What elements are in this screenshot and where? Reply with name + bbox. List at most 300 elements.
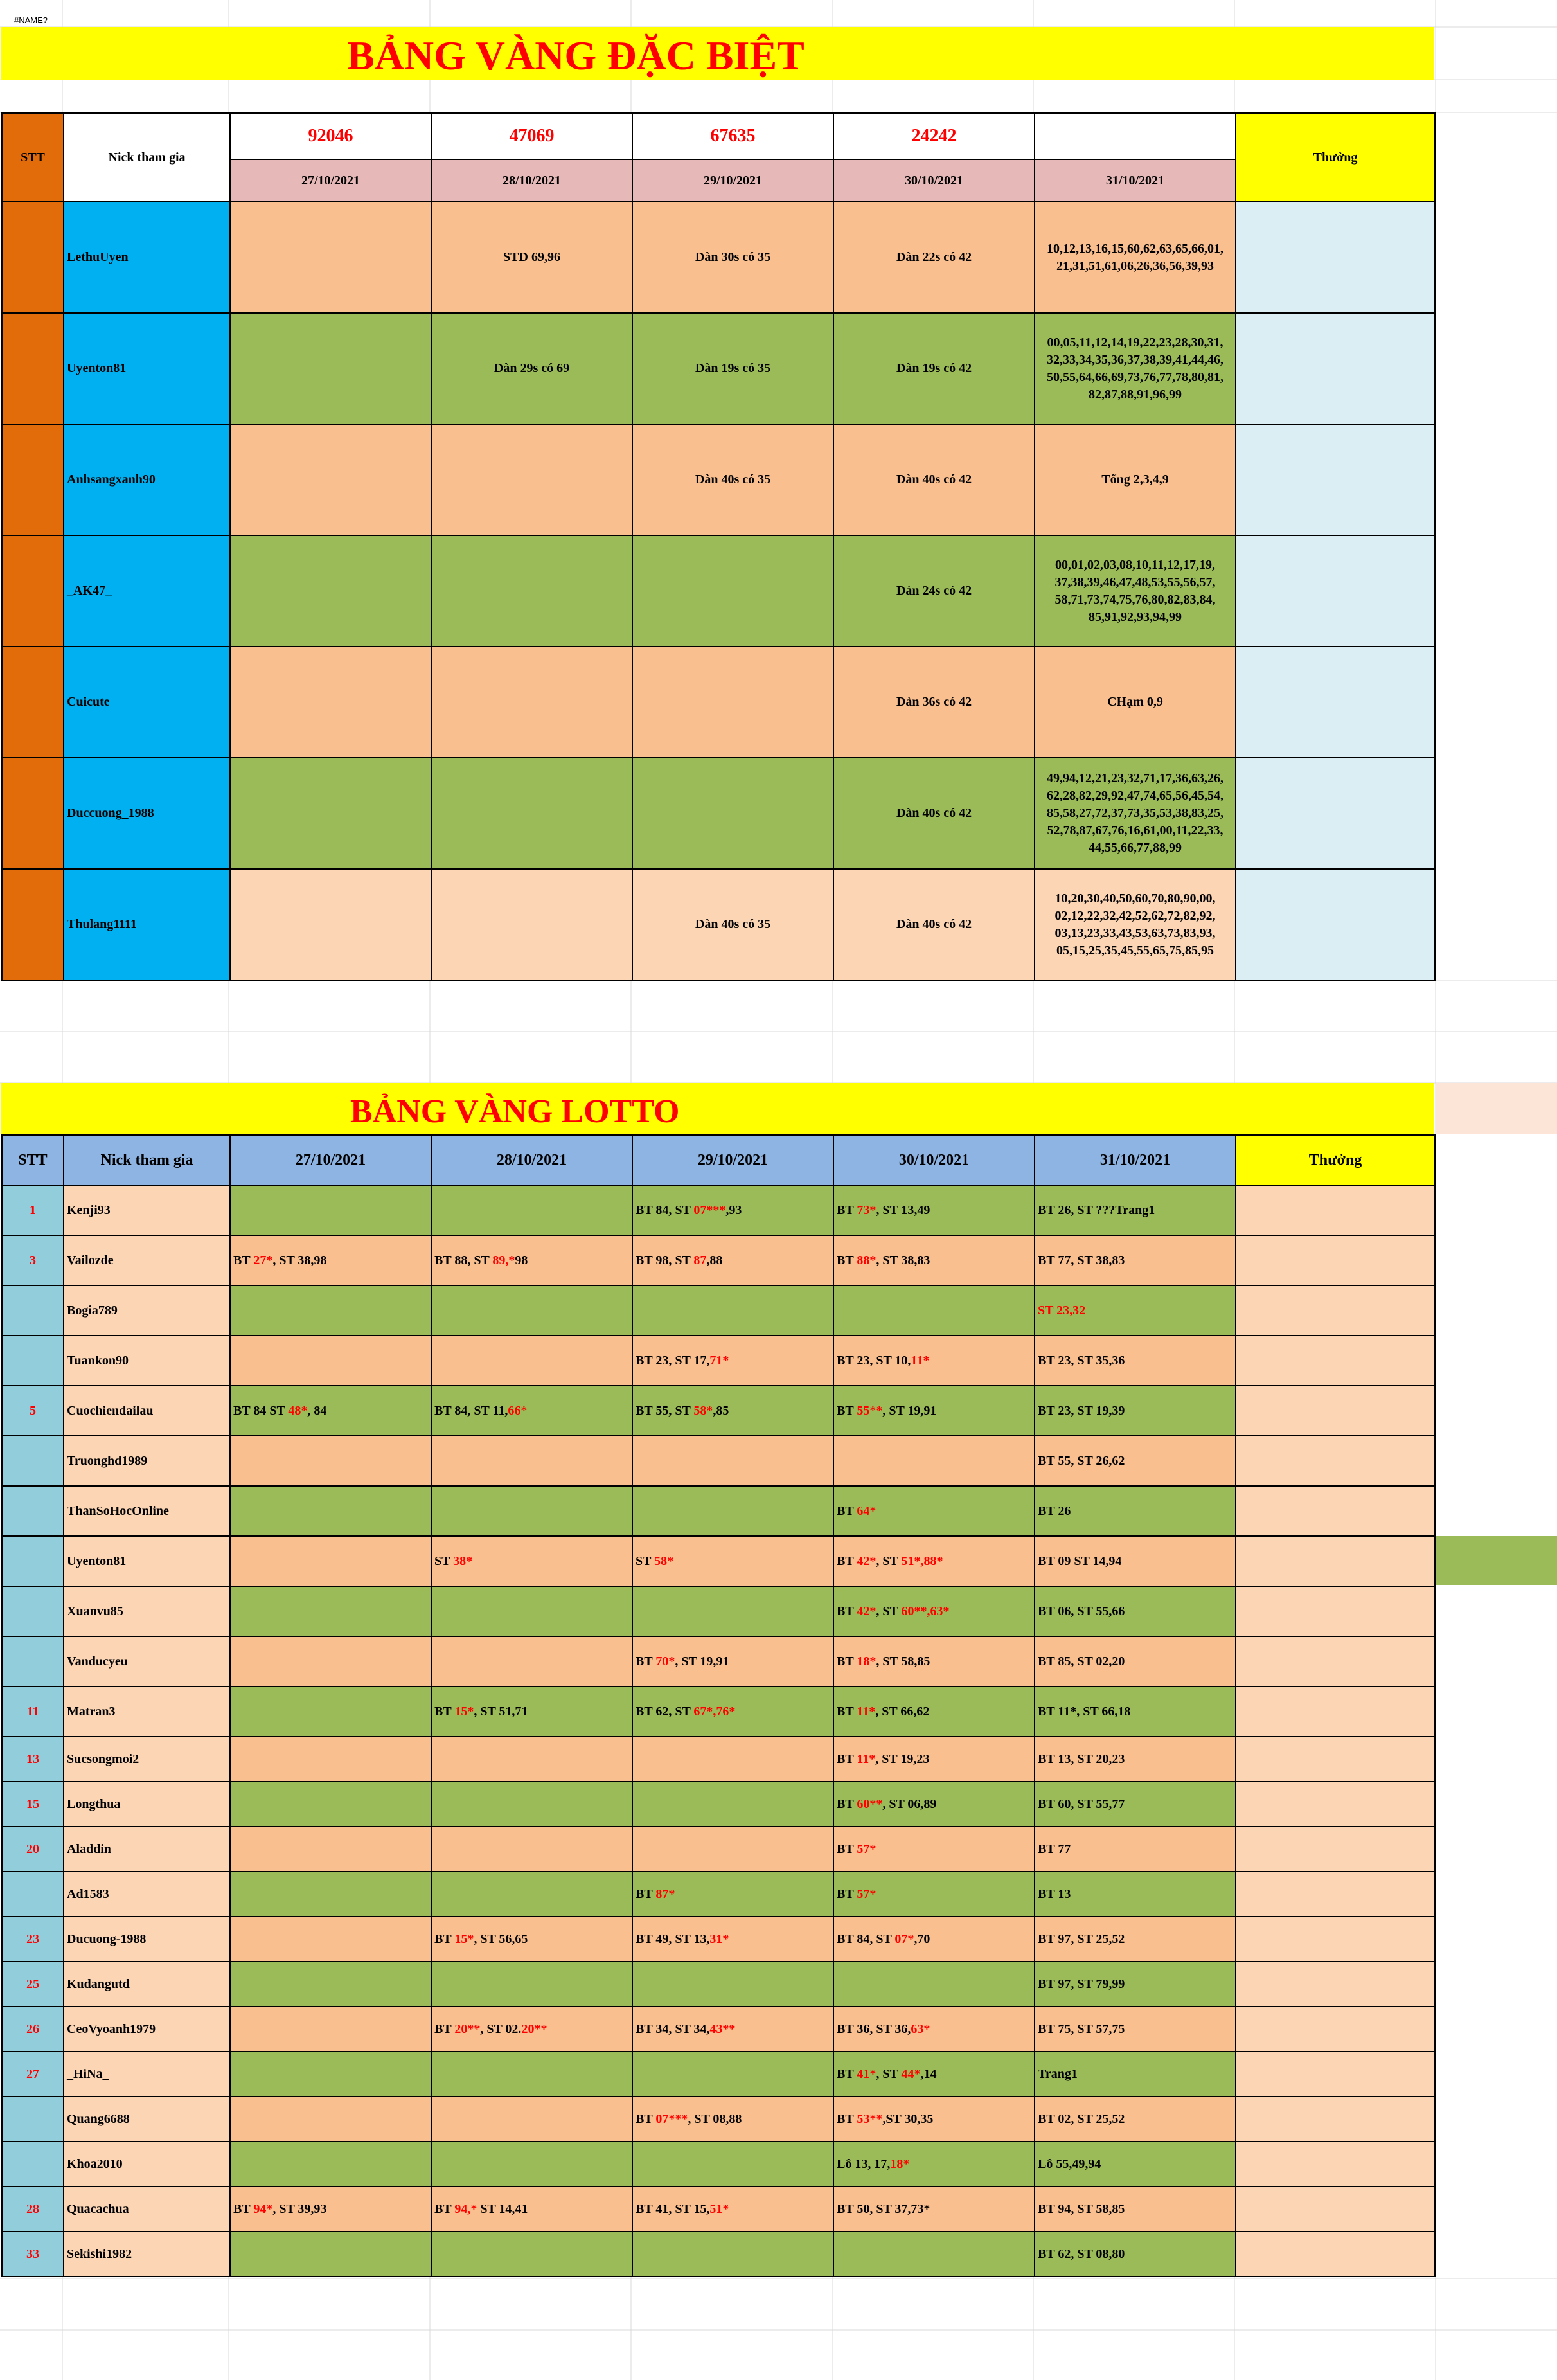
reward-cell[interactable] [1236, 1962, 1435, 2007]
entry-cell[interactable] [833, 1536, 1035, 1586]
special-title: BẢNG VÀNG ĐẶC BIỆT [347, 33, 805, 78]
stt-cell[interactable] [2, 535, 64, 647]
date-header[interactable]: 29/10/2021 [632, 1135, 833, 1185]
entry-cell[interactable] [1035, 1235, 1236, 1285]
entry-cell[interactable] [230, 1782, 431, 1827]
stt-cell[interactable]: 27 [2, 2052, 64, 2097]
nick-cell[interactable]: Quang6688 [64, 2097, 230, 2142]
entry-cell[interactable] [632, 2007, 833, 2052]
stt-cell[interactable]: 25 [2, 1962, 64, 2007]
entry-cell[interactable] [1035, 2007, 1236, 2052]
entry-cell[interactable] [632, 647, 833, 758]
entry-cell[interactable]: Dàn 19s có 35 [632, 313, 833, 424]
reward-cell[interactable] [1236, 424, 1435, 535]
entry-cell[interactable] [431, 1636, 632, 1687]
entry-cell[interactable] [230, 424, 431, 535]
nick-cell[interactable]: Bogia789 [64, 1285, 230, 1336]
stt-cell[interactable]: 15 [2, 1782, 64, 1827]
reward-cell[interactable] [1236, 1586, 1435, 1636]
stt-cell[interactable] [2, 424, 64, 535]
entry-cell[interactable] [632, 1872, 833, 1917]
entry-text: BT [837, 1503, 857, 1518]
lotto-row [2, 1336, 1435, 1386]
entry-cell[interactable] [431, 2187, 632, 2232]
entry-text: ST 14,41 [477, 2201, 528, 2216]
entry-cell[interactable]: Dàn 22s có 42 [833, 202, 1035, 313]
entry-cell[interactable] [230, 1386, 431, 1436]
date-header[interactable]: 27/10/2021 [230, 1135, 431, 1185]
entry-text: BT 84, ST [837, 1931, 895, 1946]
entry-cell[interactable] [1035, 1687, 1236, 1737]
entry-cell[interactable]: 10,12,13,16,15,60,62,63,65,66,01, 21,31,51,61,06,26,36,56,39,93 [1035, 202, 1236, 313]
stt-cell[interactable] [2, 313, 64, 424]
entry-cell[interactable] [230, 2052, 431, 2097]
entry-cell[interactable] [1035, 1917, 1236, 1962]
entry-cell[interactable] [833, 1586, 1035, 1636]
entry-cell[interactable] [833, 2232, 1035, 2277]
entry-cell[interactable]: Dàn 36s có 42 [833, 647, 1035, 758]
entry-text: , ST 19,91 [882, 1403, 937, 1418]
entry-cell[interactable] [1035, 1336, 1236, 1386]
nick-cell[interactable]: Sucsongmoi2 [64, 1737, 230, 1782]
entry-cell[interactable] [431, 1687, 632, 1737]
nick-cell[interactable]: Aladdin [64, 1827, 230, 1872]
highlight-number: 57* [857, 1841, 876, 1856]
nick-cell[interactable]: LethuUyen [64, 202, 230, 313]
entry-cell[interactable] [833, 1486, 1035, 1536]
entry-cell[interactable] [833, 1336, 1035, 1386]
entry-cell[interactable] [833, 1872, 1035, 1917]
stt-cell[interactable] [2, 1486, 64, 1536]
highlight-number: 20** [454, 2021, 481, 2036]
nick-cell[interactable]: Tuankon90 [64, 1336, 230, 1386]
entry-cell[interactable] [833, 1917, 1035, 1962]
entry-cell[interactable] [833, 1687, 1035, 1737]
entry-cell[interactable] [632, 2142, 833, 2187]
entry-text: ,70 [914, 1931, 930, 1946]
entry-cell[interactable] [632, 1917, 833, 1962]
entry-cell[interactable]: Dàn 19s có 42 [833, 313, 1035, 424]
reward-cell[interactable] [1236, 758, 1435, 869]
entry-cell[interactable] [230, 1962, 431, 2007]
entry-cell[interactable] [632, 2232, 833, 2277]
entry-cell[interactable] [230, 535, 431, 647]
lotto-row [2, 1917, 1435, 1962]
entry-cell[interactable] [632, 1436, 833, 1486]
entry-cell[interactable] [431, 1386, 632, 1436]
entry-cell[interactable] [632, 2187, 833, 2232]
entry-cell[interactable] [230, 1536, 431, 1586]
entry-cell[interactable] [833, 1636, 1035, 1687]
entry-cell[interactable] [431, 1436, 632, 1486]
entry-cell[interactable] [632, 1586, 833, 1636]
entry-cell[interactable] [431, 1586, 632, 1636]
entry-cell[interactable] [230, 1872, 431, 1917]
entry-cell[interactable] [1035, 1185, 1236, 1235]
entry-cell[interactable] [1035, 1636, 1236, 1687]
entry-cell[interactable] [431, 758, 632, 869]
entry-cell[interactable] [230, 2232, 431, 2277]
highlight-number: 67*,76* [693, 1704, 736, 1719]
reward-cell[interactable] [1236, 1185, 1435, 1235]
entry-cell[interactable] [230, 1687, 431, 1737]
reward-cell[interactable] [1236, 1687, 1435, 1737]
reward-cell[interactable] [1236, 1827, 1435, 1872]
reward-cell[interactable] [1236, 1486, 1435, 1536]
nick-cell[interactable]: Cuicute [64, 647, 230, 758]
entry-cell[interactable] [431, 1185, 632, 1235]
stt-cell[interactable]: 26 [2, 2007, 64, 2052]
nick-header[interactable]: Nick tham gia [64, 113, 230, 202]
entry-cell[interactable] [431, 1962, 632, 2007]
entry-cell[interactable] [632, 1185, 833, 1235]
entry-cell[interactable] [1035, 1436, 1236, 1486]
entry-cell[interactable] [230, 1827, 431, 1872]
entry-cell[interactable] [230, 1336, 431, 1386]
entry-cell[interactable] [632, 1536, 833, 1586]
entry-cell[interactable] [230, 1235, 431, 1285]
entry-text: BT [837, 1403, 857, 1418]
entry-cell[interactable] [431, 1235, 632, 1285]
entry-cell[interactable] [632, 758, 833, 869]
entry-cell[interactable]: Dàn 40s có 42 [833, 424, 1035, 535]
entry-cell[interactable]: Dàn 40s có 35 [632, 424, 833, 535]
entry-cell[interactable]: Dàn 40s có 42 [833, 758, 1035, 869]
stt-cell[interactable] [2, 2097, 64, 2142]
entry-cell[interactable] [833, 1185, 1035, 1235]
nick-cell[interactable]: Uyenton81 [64, 313, 230, 424]
entry-cell[interactable] [833, 2097, 1035, 2142]
entry-cell[interactable] [632, 1285, 833, 1336]
entry-cell[interactable] [1035, 1386, 1236, 1436]
date-cell[interactable]: 29/10/2021 [632, 159, 833, 202]
entry-cell[interactable] [431, 535, 632, 647]
reward-cell[interactable] [1236, 2007, 1435, 2052]
reward-cell[interactable] [1236, 1872, 1435, 1917]
highlight-number: 60** [857, 1796, 883, 1811]
nick-cell[interactable]: _HiNa_ [64, 2052, 230, 2097]
entry-cell[interactable] [1035, 2052, 1236, 2097]
lotto-row [2, 1185, 1435, 1235]
reward-cell[interactable] [1236, 869, 1435, 980]
entry-cell[interactable]: Tổng 2,3,4,9 [1035, 424, 1236, 535]
entry-cell[interactable]: 49,94,12,21,23,32,71,17,36,63,26, 62,28,82,29,92,47,74,65,56,45,54, 85,58,27,72,37,73,35,53,38,83,25, 52,78,87,67,76,16,61,00,11,22,33, 44,55,66,77,88,99 [1035, 758, 1236, 869]
entry-text: BT 77 [1038, 1841, 1071, 1856]
entry-cell[interactable] [632, 1687, 833, 1737]
entry-cell[interactable]: Dàn 40s có 42 [833, 869, 1035, 980]
nick-cell[interactable]: Uyenton81 [64, 1536, 230, 1586]
reward-cell[interactable] [1236, 1636, 1435, 1687]
entry-cell[interactable] [632, 1737, 833, 1782]
entry-cell[interactable] [230, 2187, 431, 2232]
stt-cell[interactable] [2, 1872, 64, 1917]
entry-cell[interactable] [431, 1737, 632, 1782]
entry-cell[interactable] [1035, 2232, 1236, 2277]
nick-cell[interactable]: _AK47_ [64, 535, 230, 647]
entry-text: BT [434, 2021, 455, 2036]
reward-cell[interactable] [1236, 1336, 1435, 1386]
entry-cell[interactable]: CHạm 0,9 [1035, 647, 1236, 758]
stt-cell[interactable] [2, 202, 64, 313]
entry-cell[interactable] [230, 647, 431, 758]
entry-cell[interactable]: Dàn 29s có 69 [431, 313, 632, 424]
entry-cell[interactable] [1035, 2187, 1236, 2232]
entry-cell[interactable]: Dàn 30s có 35 [632, 202, 833, 313]
nick-cell[interactable]: Kudangutd [64, 1962, 230, 2007]
result-cell[interactable] [833, 113, 1035, 159]
entry-text: , ST 02. [480, 2021, 522, 2036]
date-header[interactable]: 30/10/2021 [833, 1135, 1035, 1185]
entry-cell[interactable] [1035, 1737, 1236, 1782]
entry-cell[interactable] [1035, 1872, 1236, 1917]
nick-cell[interactable]: Duccuong_1988 [64, 758, 230, 869]
entry-cell[interactable] [833, 1386, 1035, 1436]
stt-cell[interactable] [2, 2142, 64, 2187]
result-cell[interactable] [230, 113, 431, 159]
reward-cell[interactable] [1236, 1235, 1435, 1285]
entry-text: BT 98, ST [636, 1253, 694, 1267]
entry-cell[interactable] [431, 1486, 632, 1536]
date-cell[interactable]: 31/10/2021 [1035, 159, 1236, 202]
date-cell[interactable]: 28/10/2021 [431, 159, 632, 202]
entry-cell[interactable] [230, 313, 431, 424]
nick-cell[interactable]: ThanSoHocOnline [64, 1486, 230, 1536]
nick-cell[interactable]: Longthua [64, 1782, 230, 1827]
entry-cell[interactable] [230, 2142, 431, 2187]
entry-text: BT [837, 1704, 857, 1719]
reward-cell[interactable] [1236, 1737, 1435, 1782]
entry-cell[interactable] [1035, 1782, 1236, 1827]
entry-cell[interactable] [230, 1185, 431, 1235]
stt-cell[interactable]: 20 [2, 1827, 64, 1872]
reward-cell[interactable] [1236, 2187, 1435, 2232]
nick-cell[interactable]: Matran3 [64, 1687, 230, 1737]
date-cell[interactable]: 27/10/2021 [230, 159, 431, 202]
nick-header[interactable]: Nick tham gia [64, 1135, 230, 1185]
lotto-row [2, 2007, 1435, 2052]
highlight-number: 58* [693, 1403, 713, 1418]
entry-cell[interactable]: 00,05,11,12,14,19,22,23,28,30,31, 32,33,34,35,36,37,38,39,41,44,46, 50,55,64,66,69,73,76,77,78,80,81, 82,87,88,91,96,99 [1035, 313, 1236, 424]
entry-cell[interactable] [1035, 1827, 1236, 1872]
stt-header[interactable]: STT [2, 113, 64, 202]
reward-cell[interactable] [1236, 2052, 1435, 2097]
entry-cell[interactable] [833, 1235, 1035, 1285]
date-cell[interactable]: 30/10/2021 [833, 159, 1035, 202]
reward-cell[interactable] [1236, 313, 1435, 424]
stt-cell[interactable] [2, 869, 64, 980]
date-header[interactable]: 28/10/2021 [431, 1135, 632, 1185]
reward-cell[interactable] [1236, 1917, 1435, 1962]
stt-cell[interactable]: 1 [2, 1185, 64, 1235]
reward-cell[interactable] [1236, 1536, 1435, 1586]
entry-cell[interactable]: 00,01,02,03,08,10,11,12,17,19, 37,38,39,46,47,48,53,55,56,57, 58,71,73,74,75,76,80,82,83,84, 85,91,92,93,94,99 [1035, 535, 1236, 647]
nick-cell[interactable]: Khoa2010 [64, 2142, 230, 2187]
entry-cell[interactable]: Dàn 40s có 35 [632, 869, 833, 980]
nick-cell[interactable]: Ducuong-1988 [64, 1917, 230, 1962]
entry-cell[interactable] [230, 869, 431, 980]
stt-cell[interactable]: 11 [2, 1687, 64, 1737]
entry-cell[interactable] [833, 1962, 1035, 2007]
reward-cell[interactable] [1236, 2142, 1435, 2187]
entry-cell[interactable] [431, 424, 632, 535]
entry-cell[interactable] [230, 2007, 431, 2052]
entry-cell[interactable] [431, 1536, 632, 1586]
reward-cell[interactable] [1236, 2097, 1435, 2142]
reward-cell[interactable] [1236, 202, 1435, 313]
entry-cell[interactable] [833, 1737, 1035, 1782]
reward-header[interactable]: Thưởng [1236, 1135, 1435, 1185]
entry-cell[interactable] [1035, 1536, 1236, 1586]
entry-cell[interactable] [632, 1386, 833, 1436]
entry-cell[interactable] [632, 1782, 833, 1827]
stt-cell[interactable] [2, 1336, 64, 1386]
reward-cell[interactable] [1236, 647, 1435, 758]
stt-cell[interactable]: 3 [2, 1235, 64, 1285]
entry-cell[interactable] [1035, 2142, 1236, 2187]
stt-cell[interactable] [2, 1436, 64, 1486]
nick-cell[interactable]: Ad1583 [64, 1872, 230, 1917]
entry-cell[interactable] [632, 2052, 833, 2097]
entry-cell[interactable] [431, 1285, 632, 1336]
reward-cell[interactable] [1236, 1436, 1435, 1486]
entry-cell[interactable] [230, 1586, 431, 1636]
nick-cell[interactable]: Vanducyeu [64, 1636, 230, 1687]
stt-cell[interactable]: 23 [2, 1917, 64, 1962]
entry-cell[interactable]: 10,20,30,40,50,60,70,80,90,00, 02,12,22,32,42,52,62,72,82,92, 03,13,23,33,43,53,63,73,83,93, 05,15,25,35,45,55,65,75,85,95 [1035, 869, 1236, 980]
lotto-row [2, 2232, 1435, 2277]
entry-cell[interactable] [431, 647, 632, 758]
entry-cell[interactable] [431, 2097, 632, 2142]
entry-cell[interactable] [431, 1336, 632, 1386]
highlight-number: 89,* [492, 1253, 515, 1267]
stt-cell[interactable] [2, 647, 64, 758]
lotto-row [2, 1436, 1435, 1486]
entry-cell[interactable] [632, 1827, 833, 1872]
entry-cell[interactable] [230, 1486, 431, 1536]
entry-cell[interactable] [833, 2052, 1035, 2097]
nick-cell[interactable]: Kenji93 [64, 1185, 230, 1235]
nick-cell[interactable]: Cuochiendailau [64, 1386, 230, 1436]
entry-text: BT 97, ST 79,99 [1038, 1976, 1125, 1991]
entry-cell[interactable] [632, 535, 833, 647]
nick-cell[interactable]: Sekishi1982 [64, 2232, 230, 2277]
highlight-number: 38* [453, 1553, 473, 1568]
entry-cell[interactable] [833, 1782, 1035, 1827]
stt-cell[interactable] [2, 1586, 64, 1636]
reward-cell[interactable] [1236, 2232, 1435, 2277]
entry-text: , ST 13,49 [876, 1203, 930, 1217]
nick-cell[interactable]: Vailozde [64, 1235, 230, 1285]
entry-cell[interactable] [833, 1827, 1035, 1872]
stt-cell[interactable] [2, 1536, 64, 1586]
stt-cell[interactable]: 13 [2, 1737, 64, 1782]
entry-cell[interactable] [1035, 1486, 1236, 1536]
entry-cell[interactable] [833, 1285, 1035, 1336]
entry-cell[interactable] [431, 869, 632, 980]
special-row [2, 535, 1435, 647]
entry-cell[interactable] [632, 1336, 833, 1386]
entry-cell[interactable] [230, 1917, 431, 1962]
entry-cell[interactable] [230, 202, 431, 313]
entry-cell[interactable] [230, 1285, 431, 1336]
nick-cell[interactable]: Thulang1111 [64, 869, 230, 980]
entry-text: BT 77, ST 38,83 [1038, 1253, 1125, 1267]
result-cell[interactable] [431, 113, 632, 159]
entry-cell[interactable] [632, 1962, 833, 2007]
entry-cell[interactable] [431, 2052, 632, 2097]
highlight-number: 64* [857, 1503, 876, 1518]
entry-cell[interactable] [230, 1636, 431, 1687]
entry-cell[interactable] [230, 1436, 431, 1486]
entry-text: , ST 38,83 [876, 1253, 930, 1267]
stt-cell[interactable]: 33 [2, 2232, 64, 2277]
entry-text: BT 84, ST 11, [434, 1403, 508, 1418]
stt-header[interactable]: STT [2, 1135, 64, 1185]
entry-cell[interactable] [1035, 1962, 1236, 2007]
lotto-row [2, 2052, 1435, 2097]
nick-cell[interactable]: CeoVyoanh1979 [64, 2007, 230, 2052]
entry-cell[interactable] [632, 1636, 833, 1687]
entry-cell[interactable] [431, 1827, 632, 1872]
highlight-number: 27* [253, 1253, 273, 1267]
entry-cell[interactable] [230, 2097, 431, 2142]
lotto-row [2, 1872, 1435, 1917]
entry-cell[interactable] [431, 1917, 632, 1962]
entry-cell[interactable] [833, 2007, 1035, 2052]
entry-cell[interactable] [431, 1872, 632, 1917]
nick-cell[interactable]: Xuanvu85 [64, 1586, 230, 1636]
date-header[interactable]: 31/10/2021 [1035, 1135, 1236, 1185]
entry-cell[interactable] [833, 2142, 1035, 2187]
entry-cell[interactable] [1035, 1586, 1236, 1636]
nick-cell[interactable]: Truonghd1989 [64, 1436, 230, 1486]
entry-cell[interactable] [431, 2232, 632, 2277]
error-cell[interactable]: #NAME? [14, 15, 48, 25]
entry-cell[interactable]: Dàn 24s có 42 [833, 535, 1035, 647]
entry-cell[interactable] [230, 758, 431, 869]
result-cell[interactable] [1035, 113, 1236, 159]
entry-text: BT 49, ST 13, [636, 1931, 710, 1946]
entry-cell[interactable] [1035, 1285, 1236, 1336]
entry-cell[interactable] [632, 1486, 833, 1536]
entry-cell[interactable] [431, 2142, 632, 2187]
stt-cell[interactable] [2, 1636, 64, 1687]
entry-cell[interactable]: STD 69,96 [431, 202, 632, 313]
entry-cell[interactable] [833, 1436, 1035, 1486]
entry-cell[interactable] [632, 1235, 833, 1285]
result-cell[interactable] [632, 113, 833, 159]
nick-cell[interactable]: Anhsangxanh90 [64, 424, 230, 535]
entry-cell[interactable] [431, 2007, 632, 2052]
reward-cell[interactable] [1236, 1386, 1435, 1436]
reward-header[interactable]: Thưởng [1236, 113, 1435, 202]
entry-cell[interactable] [632, 2097, 833, 2142]
stt-cell[interactable] [2, 758, 64, 869]
stt-cell[interactable]: 28 [2, 2187, 64, 2232]
lotto-row [2, 1386, 1435, 1436]
reward-cell[interactable] [1236, 1782, 1435, 1827]
entry-text: BT 97, ST 25,52 [1038, 1931, 1125, 1946]
reward-cell[interactable] [1236, 535, 1435, 647]
entry-cell[interactable] [1035, 2097, 1236, 2142]
stt-cell[interactable]: 5 [2, 1386, 64, 1436]
entry-cell[interactable] [833, 2187, 1035, 2232]
entry-cell[interactable] [230, 1737, 431, 1782]
entry-cell[interactable] [431, 1782, 632, 1827]
reward-cell[interactable] [1236, 1285, 1435, 1336]
stt-cell[interactable] [2, 1285, 64, 1336]
nick-cell[interactable]: Quacachua [64, 2187, 230, 2232]
